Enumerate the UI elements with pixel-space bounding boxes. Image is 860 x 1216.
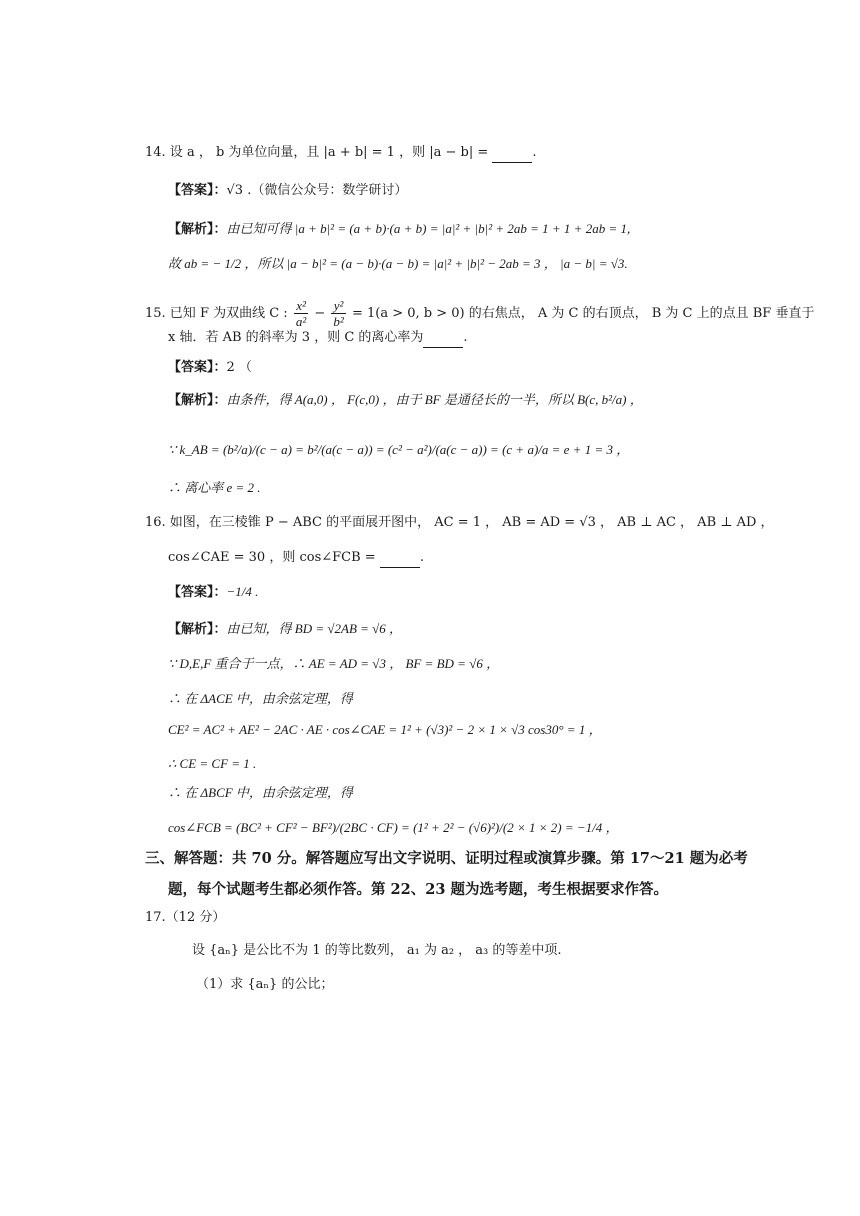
q16-analysis-1: 【解析】：由已知，得 BD = √2AB = √6 ， <box>168 621 403 637</box>
q14-question: 14. 设 a ， b 为单位向量，且 |a + b| = 1 ，则 |a − b| = . <box>145 143 537 163</box>
q15-question-1: 15. 已知 F 为双曲线 C : $\frac{\text{x²}}{\text{a²}}$ − $\frac{\text{y²}}{\text{b²}}$ = 1(a > 0, b > 0) 的右焦点， A 为 C 的右顶点， B 为 C 上的点且 BF 垂直于 <box>145 298 815 329</box>
q16-analysis-5: ∴ CE = CF = 1 . <box>168 756 257 771</box>
q16-analysis-7: cos∠FCB = (BC² + CF² − BF²)/(2BC · CF) = (1² + 2² − (√6)²)/(2 × 1 × 2) = −1/4 ， <box>168 820 619 835</box>
q15-analysis-2: ∵ k_AB = (b²/a)/(c − a) = b²/(a(c − a)) = (c² − a²)/(a(c − a)) = (c + a)/a = e + 1 = 3 ， <box>168 442 630 457</box>
q14-analysis-1: 【解析】：由已知可得 |a + b|² = (a + b)·(a + b) = |a|² + |b|² + 2ab = 1 + 1 + 2ab = 1, <box>168 221 631 237</box>
answer-blank <box>423 333 463 348</box>
q15-analysis-1: 【解析】：由条件，得 A(a,0) ， F(c,0) ，由于 BF 是通径长的一半，所以 B(c, b²/a) ， <box>168 392 643 408</box>
q16-analysis-3: ∴ 在 ΔACE 中，由余弦定理，得 <box>168 691 353 706</box>
q16-answer: 【答案】：−1/4 . <box>168 584 259 600</box>
answer-blank <box>380 553 420 568</box>
section3-heading-line2: 题，每个试题考生都必须作答。第 22、23 题为选考题，考生根据要求作答。 <box>168 881 668 898</box>
q17-header: 17.（12 分） <box>145 910 226 925</box>
q14-answer: 【答案】：√3 .（微信公众号：数学研讨） <box>168 183 408 198</box>
q16-analysis-6: ∴ 在 ΔBCF 中，由余弦定理，得 <box>168 785 353 800</box>
q17-part1: （1）求 {aₙ} 的公比； <box>196 977 334 992</box>
q15-question-2: x 轴．若 AB 的斜率为 3 ，则 C 的离心率为 . <box>168 328 468 348</box>
q15-analysis-3: ∴ 离心率 e = 2 . <box>168 480 261 495</box>
section3-heading-line1: 三、解答题：共 70 分。解答题应写出文字说明、证明过程或演算步骤。第 17～21 题为必考 <box>145 850 748 867</box>
q16-question-2: cos∠CAE = 30 ，则 cos∠FCB = . <box>168 548 424 568</box>
q16-analysis-2: ∵ D,E,F 重合于一点，∴ AE = AD = √3 ， BF = BD = √6 ， <box>168 656 500 671</box>
q16-analysis-4: CE² = AC² + AE² − 2AC · AE · cos∠CAE = 1² + (√3)² − 2 × 1 × √3 cos30° = 1 ， <box>168 722 602 737</box>
q17-text: 设 {aₙ} 是公比不为 1 的等比数列， a₁ 为 a₂ ， a₃ 的等差中项. <box>192 943 562 958</box>
q14-analysis-2: 故 ab = − 1/2 ，所以 |a − b|² = (a − b)·(a − b) = |a|² + |b|² − 2ab = 3 ， |a − b| = √3. <box>168 256 628 271</box>
q15-answer: 【答案】：2 （ <box>168 360 252 375</box>
answer-blank <box>492 148 532 163</box>
q16-question-1: 16. 如图，在三棱锥 P − ABC 的平面展开图中， AC = 1 ， AB = AD = √3 ， AB ⊥ AC ， AB ⊥ AD ， <box>145 515 774 530</box>
